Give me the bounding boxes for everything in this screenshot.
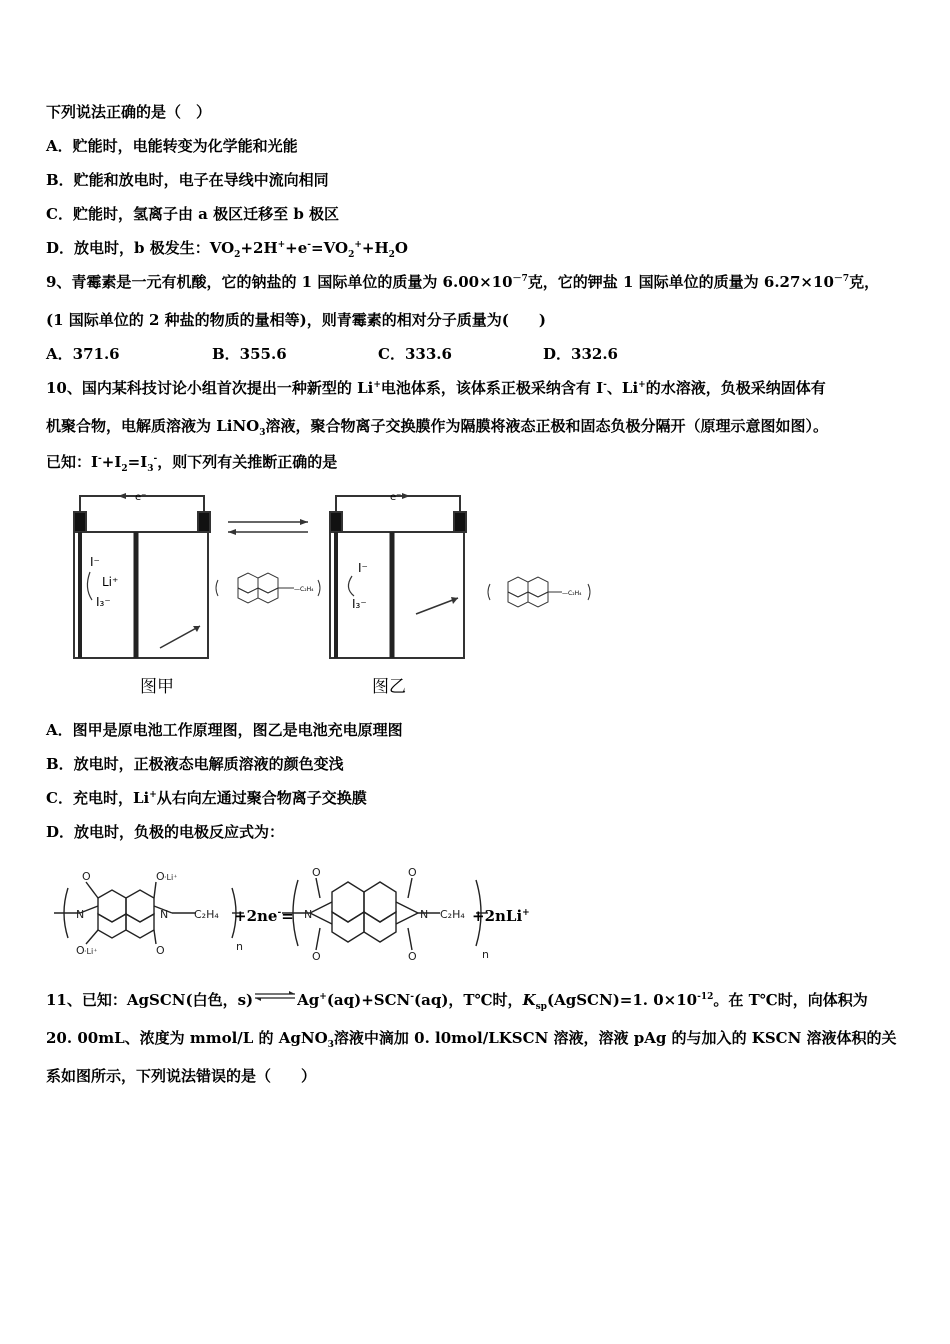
svg-text:n: n [236, 940, 243, 953]
svg-text:C₂H₄: C₂H₄ [440, 908, 465, 921]
svg-text:N: N [304, 908, 313, 921]
q10-option-a: A．图甲是原电池工作原理图，图乙是电池充电原理图 [46, 721, 403, 739]
q8-option-d: D．放电时，b 极发生：$VO_2+2H^++e^-=VO_2^++H_2O$ [46, 239, 408, 260]
svg-text:C₂H₄: C₂H₄ [194, 908, 219, 921]
q10-option-d: D．放电时，负极的电极反应式为： [46, 823, 285, 841]
figure-label-left: 图甲 [140, 677, 174, 697]
electron-label-right: e⁻ [390, 492, 402, 503]
svg-text:N: N [420, 908, 429, 921]
q9-option-c: C．333.6 [378, 345, 452, 363]
svg-text:N: N [76, 908, 85, 921]
q8-option-a: A．贮能时，电能转变为化学能和光能 [46, 137, 298, 155]
svg-text:I₃⁻: I₃⁻ [96, 595, 111, 609]
q9-option-d: D．332.6 [543, 345, 618, 363]
svg-text:Li⁺: Li⁺ [102, 575, 119, 589]
svg-text:—C₂H₄: —C₂H₄ [562, 590, 582, 597]
q10-line-1: 10、国内某科技讨论小组首次提出一种新型的 Li+电池体系，该体系正极采纳含有 I-、Li+的水溶液，负极采纳固体有 [46, 379, 826, 397]
svg-text:O: O [156, 944, 165, 957]
svg-text:n: n [482, 948, 489, 961]
svg-text:·Li⁺: ·Li⁺ [164, 873, 178, 882]
figure-label-right: 图乙 [372, 677, 406, 697]
q8-option-c: C．贮能时，氢离子由 a 极区迁移至 b 极区 [46, 205, 340, 223]
svg-text:I₃⁻: I₃⁻ [352, 597, 367, 611]
svg-text:O: O [312, 866, 321, 879]
q11-line-1: 11、已知：AgSCN(白色，s) Ag+(aq)+SCN-(aq)，T℃时，$K_{sp}(AgSCN)=1$. $0\times 10^{-12}$。在 T℃时，向体积为 [46, 990, 868, 1010]
equation-middle: +2ne-= [234, 907, 294, 925]
q11-line-2: 20. 00mL、浓度为 mmol/L 的 AgNO$_3$溶液中滴加 0. l0mol/LKSCN 溶液，溶液 pAg 的与加入的 KSCN 溶液体积的关 [46, 1029, 897, 1050]
q8-stem: 下列说法正确的是（ ） [46, 103, 212, 121]
battery-diagram [60, 488, 600, 703]
q9-option-b: B．355.6 [212, 345, 287, 363]
cell-right [330, 496, 466, 658]
svg-text:N: N [160, 908, 169, 921]
electrode-reaction-formula [46, 858, 646, 968]
q10-line-3: 已知：$I^-+I_2=I_3^-$，则下列有关推断正确的是 [46, 453, 338, 474]
svg-text:—C₂H₄: —C₂H₄ [294, 586, 314, 593]
svg-text:O: O [76, 944, 85, 957]
q11-line-3: 系如图所示，下列说法错误的是（ ） [46, 1067, 317, 1085]
q10-option-b: B．放电时，正极液态电解质溶液的颜色变浅 [46, 755, 344, 773]
cell-left [74, 496, 210, 658]
svg-text:·Li⁺: ·Li⁺ [84, 947, 98, 956]
svg-text:O: O [408, 950, 417, 963]
q8-option-b: B．贮能和放电时，电子在导线中流向相同 [46, 171, 329, 189]
svg-text:I⁻: I⁻ [90, 555, 100, 569]
equation-end: +2nLi+ [472, 907, 530, 925]
svg-text:O: O [82, 870, 91, 883]
svg-text:O: O [312, 950, 321, 963]
svg-text:O: O [408, 866, 417, 879]
q9-line-2: (1 国际单位的 2 种盐的物质的量相等)，则青霉素的相对分子质量为( ) [46, 311, 546, 329]
electron-label-left: e⁻ [135, 492, 147, 503]
q10-line-2: 机聚合物，电解质溶液为 LiNO$_3$溶液，聚合物离子交换膜作为隔膜将液态正极和固态负极分隔开（原理示意图如图）。 [46, 417, 829, 438]
svg-text:O: O [156, 870, 165, 883]
equilibrium-arrow-icon [253, 986, 297, 1006]
q10-option-c: C．充电时，Li+从右向左通过聚合物离子交换膜 [46, 789, 367, 807]
q9-line-1: 9、青霉素是一元有机酸，它的钠盐的 1 国际单位的质量为 $6.00\times 10^{-7}$克，它的钾盐 1 国际单位的质量为 $6.27\times 10^{-7}$克， [46, 273, 880, 291]
svg-text:I⁻: I⁻ [358, 561, 368, 575]
q9-option-a: A．371.6 [46, 345, 120, 363]
